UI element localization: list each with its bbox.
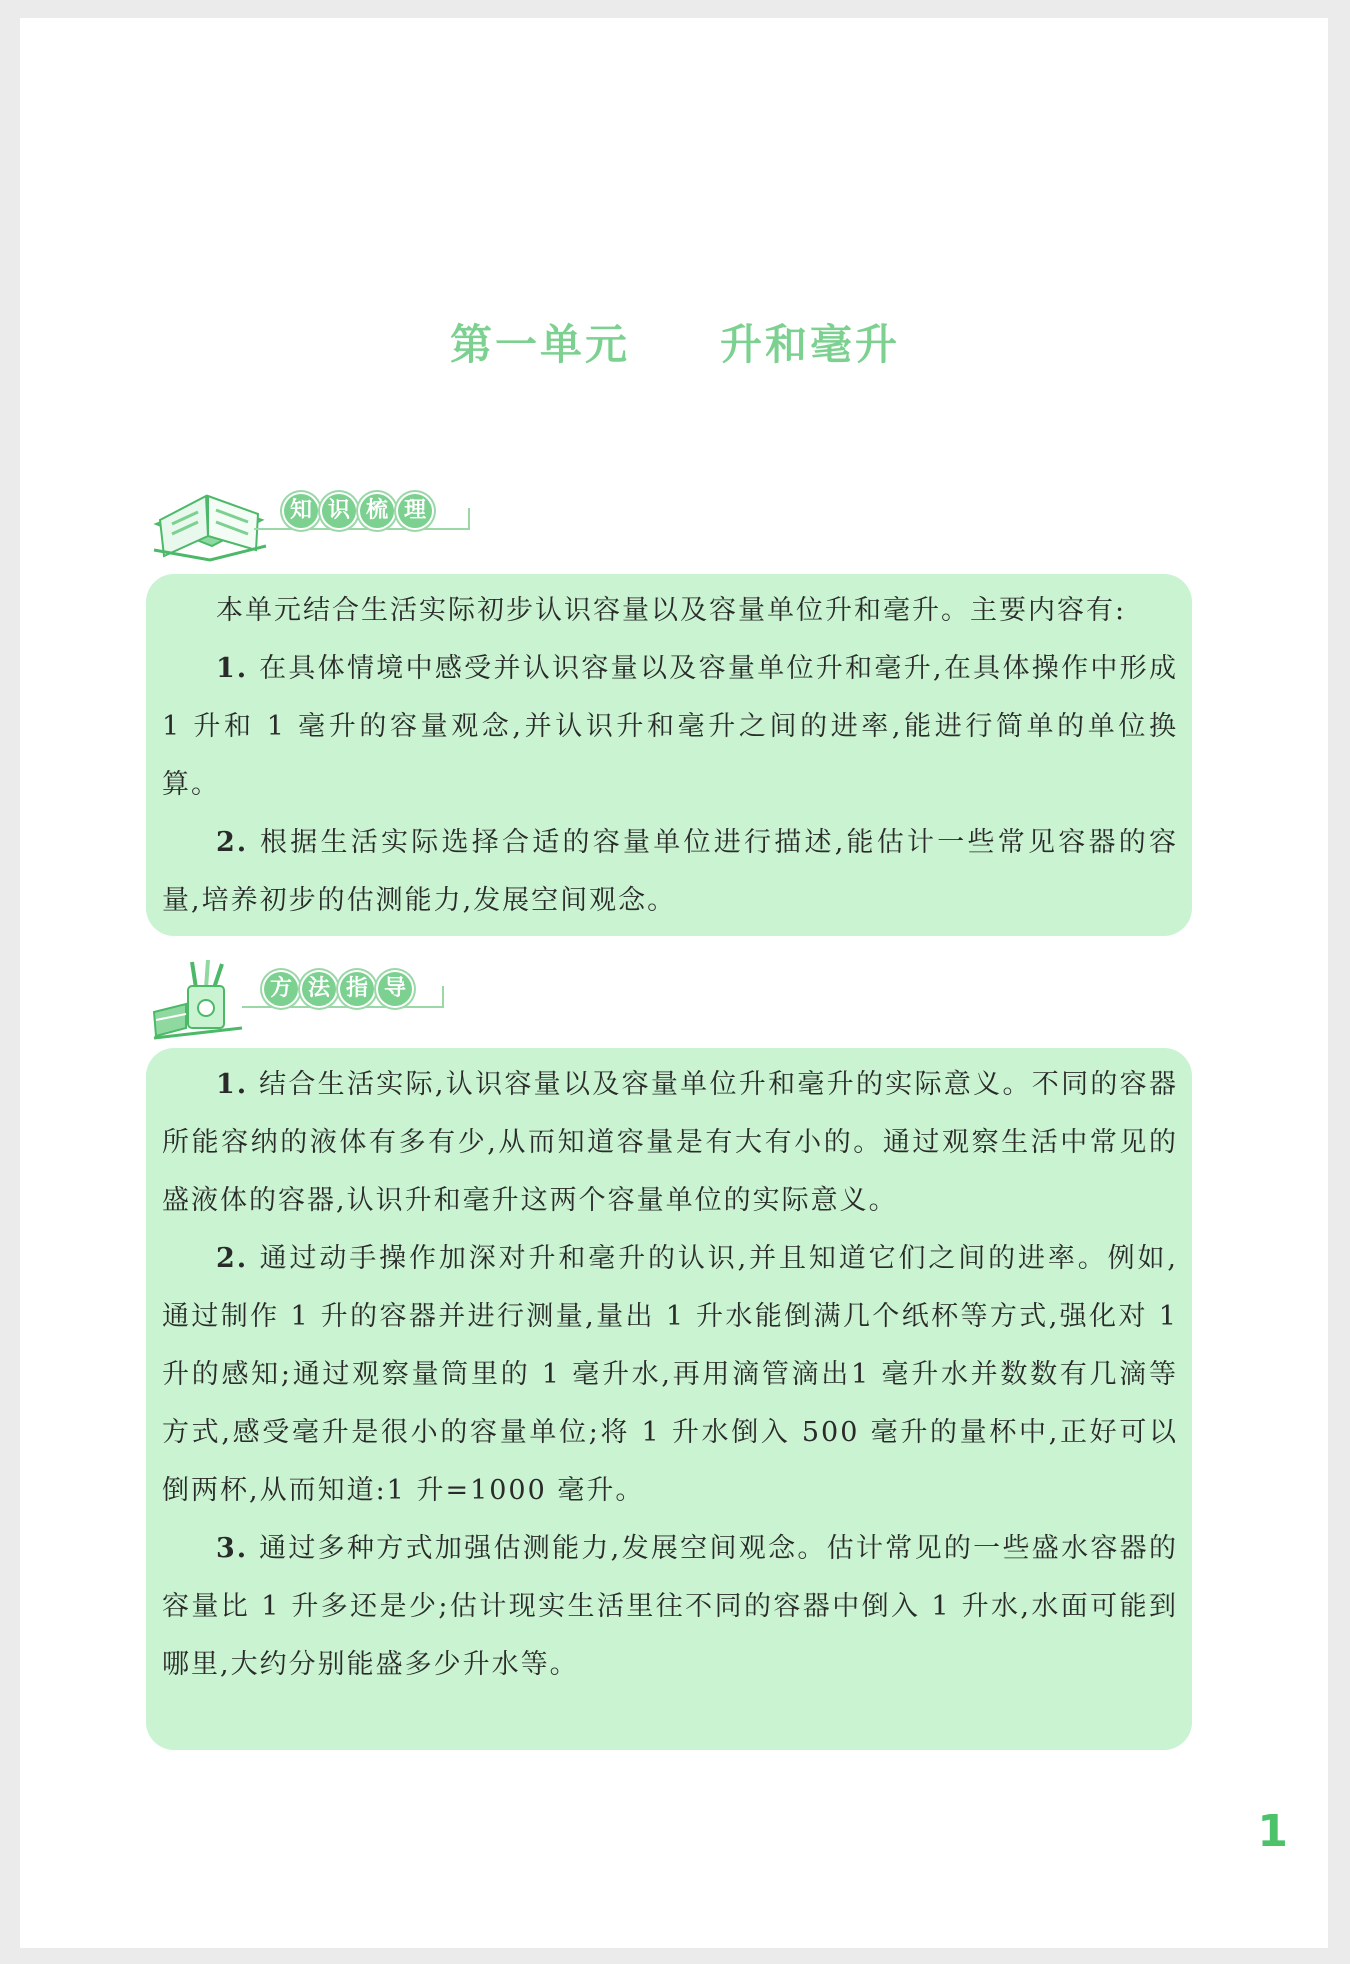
header-char: 梳	[360, 494, 394, 528]
method-item: 1. 结合生活实际,认识容量以及容量单位升和毫升的实际意义。不同的容器所能容纳的液体有多有少,从而知道容量是有大有小的。通过观察生活中常见的盛液体的容器,认识升和毫升这两个容量单位的实际意义。	[162, 1069, 1178, 1216]
knowledge-section-header	[150, 480, 480, 550]
header-char: 指	[340, 972, 374, 1006]
header-char: 理	[398, 494, 432, 528]
method-section-header	[152, 958, 452, 1028]
unit-title: 第一单元 升和毫升	[449, 320, 900, 369]
header-char: 知	[284, 494, 318, 528]
header-char: 法	[302, 972, 336, 1006]
page-number: 1	[1257, 1806, 1288, 1857]
method-item: 2. 通过动手操作加深对升和毫升的认识,并且知道它们之间的进率。例如,通过制作 1 升的容器并进行测量,量出 1 升水能倒满几个纸杯等方式,强化对 1 升的感知;通过观察量筒里的 1 毫升水,再用滴管滴出1 毫升水并数数有几滴等方式,感受毫升是很小的容量单位;将 1 升水倒入 500 毫升的量杯中,正好可以倒两杯,从而知道:1 升=1000 毫升。	[162, 1243, 1178, 1506]
knowledge-panel	[146, 574, 1192, 936]
header-char: 识	[322, 494, 356, 528]
pencil-cup-icon	[152, 958, 252, 1042]
open-book-icon	[150, 480, 268, 562]
header-char: 导	[378, 972, 412, 1006]
method-panel	[146, 1048, 1192, 1750]
method-item: 3. 通过多种方式加强估测能力,发展空间观念。估计常见的一些盛水容器的容量比 1 升多还是少;估计现实生活里往不同的容器中倒入 1 升水,水面可能到哪里,大约分别能盛多少升水等。	[162, 1533, 1178, 1680]
knowledge-intro: 本单元结合生活实际初步认识容量以及容量单位升和毫升。主要内容有:	[216, 595, 1127, 626]
knowledge-item: 2. 根据生活实际选择合适的容量单位进行描述,能估计一些常见容器的容量,培养初步的估测能力,发展空间观念。	[162, 827, 1178, 916]
knowledge-item: 1. 在具体情境中感受并认识容量以及容量单位升和毫升,在具体操作中形成 1 升和 1 毫升的容量观念,并认识升和毫升之间的进率,能进行简单的单位换算。	[162, 653, 1178, 800]
header-char: 方	[264, 972, 298, 1006]
